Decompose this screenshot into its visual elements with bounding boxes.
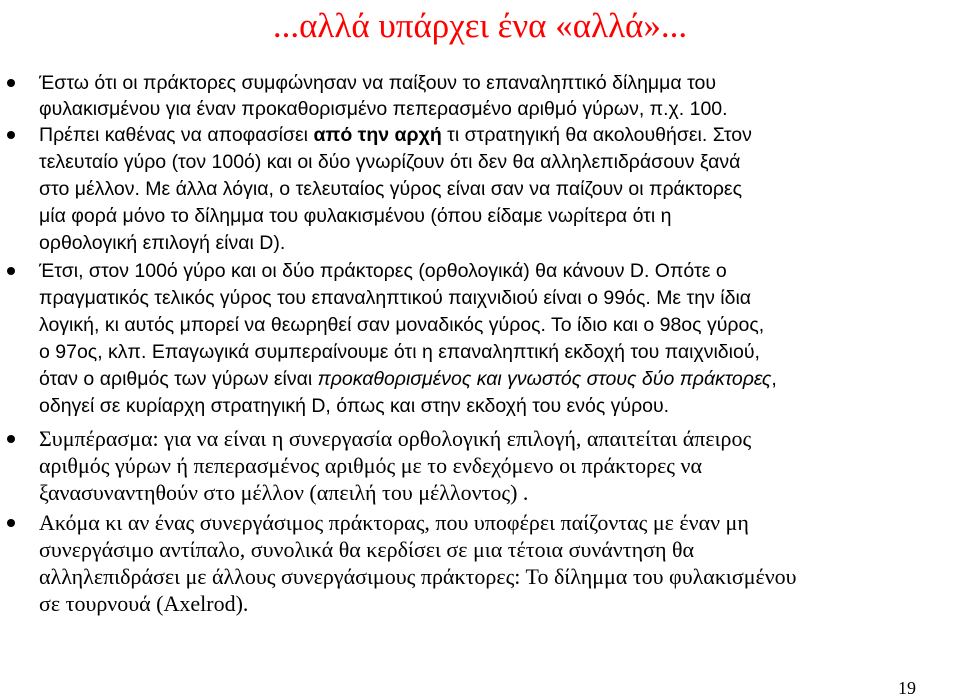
bullet-3-line-1: Έτσι, στον 100ό γύρο και οι δύο πράκτορες (ορθολογικά) θα κάνουν D. Οπότε ο	[39, 260, 727, 282]
bullet-3-emphasis: προκαθορισμένος και γνωστός στους δύο πράκτορες	[317, 368, 772, 390]
bullet-5-line-4: σε τουρνουά (Axelrod).	[39, 591, 249, 616]
bullet-3-line-2: πραγματικός τελικός γύρος του επαναληπτικού παιχνιδιού είναι ο 99ός. Με την ίδια	[39, 287, 752, 309]
bullet-2-line-5: ορθολογική επιλογή είναι D).	[39, 232, 286, 254]
bullet-2-text-a: Πρέπει καθένας να αποφασίσει	[39, 124, 314, 146]
bullet-4-line-2: αριθμός γύρων ή πεπερασμένος αριθμός με το ενδεχόμενο οι πράκτορες να	[39, 453, 702, 478]
bullet-3-line-6: οδηγεί σε κυρίαρχη στρατηγική D, όπως και στην εκδοχή του ενός γύρου.	[39, 395, 670, 417]
bullet-4-line-3: ξανασυναντηθούν στο μέλλον (απειλή του μέλλοντος) .	[39, 480, 529, 505]
bullet-dot-icon	[7, 267, 15, 275]
bullet-dot-icon	[7, 435, 15, 443]
bullet-3-line-5	[39, 368, 777, 391]
bullet-dot-icon	[7, 519, 15, 527]
bullet-1-line-1: Έστω ότι οι πράκτορες συμφώνησαν να παίξουν το επαναληπτικό δίλημμα του	[39, 72, 717, 94]
bullet-5-line-2: συνεργάσιμο αντίπαλο, συνολικά θα κερδίσει σε μια τέτοια συνάντηση θα	[39, 537, 695, 562]
bullet-5-line-1: Ακόμα κι αν ένας συνεργάσιμος πράκτορας, που υποφέρει παίζοντας με έναν μη	[39, 510, 749, 535]
bullet-2-line-3: στο μέλλον. Με άλλα λόγια, ο τελευταίος γύρος είναι σαν να παίζουν οι πράκτορες	[39, 178, 743, 200]
page-number: 19	[898, 678, 916, 698]
bullet-2-line-4: μία φορά μόνο το δίλημμα του φυλακισμένου (όπου είδαμε νωρίτερα ότι η	[39, 205, 672, 227]
bullet-3-line-4: ο 97ος, κλπ. Επαγωγικά συμπεραίνουμε ότι η επαναληπτική εκδοχή του παιχνιδιού,	[39, 341, 760, 363]
bullet-2-emphasis: από την αρχή	[313, 124, 442, 146]
bullet-3-line-3: λογική, κι αυτός μπορεί να θεωρηθεί σαν μοναδικός γύρος. Το ίδιο και ο 98ος γύρος,	[39, 314, 765, 336]
bullet-dot-icon	[7, 131, 15, 139]
bullet-2-text-b: τι στρατηγική θα ακολουθήσει. Στον	[441, 124, 752, 146]
bullet-1-line-2: φυλακισμένου για έναν προκαθορισμένο πεπερασμένο αριθμό γύρων, π.χ. 100.	[39, 98, 728, 120]
bullet-dot-icon	[7, 79, 15, 87]
bullet-3-text-a: όταν ο αριθμός των γύρων είναι	[39, 368, 318, 390]
bullet-2-line-2: τελευταίο γύρο (τον 100ό) και οι δύο γνωρίζουν ότι δεν θα αλληλεπιδράσουν ξανά	[39, 151, 741, 173]
bullet-4-line-1: Συμπέρασμα: για να είναι η συνεργασία ορθολογική επιλογή, απαιτείται άπειρος	[39, 426, 752, 451]
bullet-3-text-b: ,	[771, 368, 777, 390]
bullet-2-line-1	[39, 124, 752, 147]
slide-title: ...αλλά υπάρχει ένα «αλλά»...	[272, 6, 688, 45]
bullet-5-line-3: αλληλεπιδράσει με άλλους συνεργάσιμους πράκτορες: Το δίλημμα του φυλακισμένου	[39, 564, 797, 589]
